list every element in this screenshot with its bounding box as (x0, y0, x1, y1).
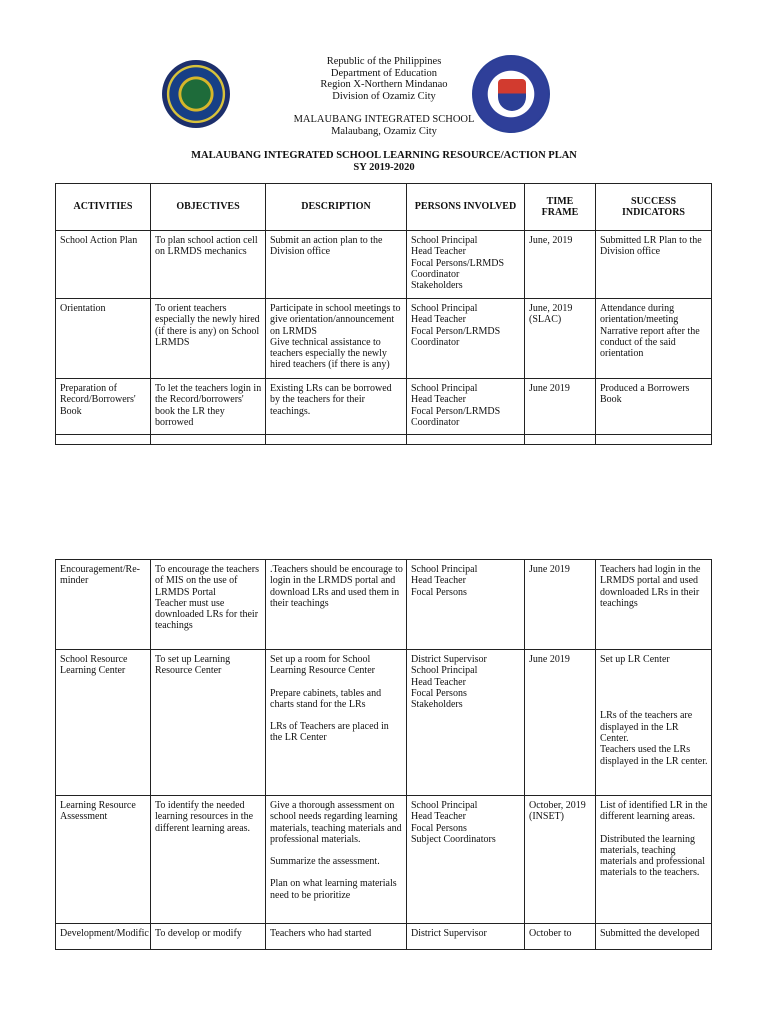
header-school: MALAUBANG INTEGRATED SCHOOL (293, 114, 475, 125)
activity-cell: School Action Plan (56, 231, 151, 299)
time-frame-cell: June 2019 (525, 379, 596, 435)
description-cell: Submit an action plan to the Division office (266, 231, 407, 299)
description-cell: Give a thorough assessment on school needs regarding learning materials, teaching materials and professional materials. Summarize the assessment. Plan on what learning materials need to be prioritize (266, 796, 407, 924)
document-header (0, 56, 768, 173)
table-row (56, 796, 712, 924)
table-header-row (56, 184, 712, 231)
success-cell: Produced a Borrowers Book (596, 379, 712, 435)
description-cell: Teachers who had started (266, 924, 407, 950)
activity-cell: Learning Resource Assessment (56, 796, 151, 924)
objective-cell: To encourage the teachers of MIS on the use of LRMDS Portal Teacher must use downloaded LRs for their teachings (151, 560, 266, 650)
objective-cell: To identify the needed learning resources in the different learning areas. (151, 796, 266, 924)
time-frame-cell: June, 2019 (525, 231, 596, 299)
empty-table-row (56, 435, 712, 445)
column-header: ACTIVITIES (56, 184, 151, 231)
activity-cell: Preparation of Record/Borrowers' Book (56, 379, 151, 435)
success-cell: Set up LR Center LRs of the teachers are displayed in the LR Center. Teachers used the LRs displayed in the LR center. (596, 650, 712, 796)
time-frame-cell: June, 2019 (SLAC) (525, 299, 596, 379)
activity-cell: Encouragement/Re-minder (56, 560, 151, 650)
document-title-line1: MALAUBANG INTEGRATED SCHOOL LEARNING RESOURCE/ACTION PLAN (191, 150, 577, 161)
description-cell: .Teachers should be encourage to login in the LRMDS portal and download LRs and used them in their teachings (266, 560, 407, 650)
success-cell: List of identified LR in the different learning areas. Distributed the learning materials, teaching materials and professional materials to the teachers. (596, 796, 712, 924)
table-row (56, 299, 712, 379)
column-header: SUCCESS INDICATORS (596, 184, 712, 231)
header-republic: Republic of the Philippines (326, 56, 442, 67)
document-title (0, 150, 768, 173)
column-header: DESCRIPTION (266, 184, 407, 231)
persons-cell: School Principal Head Teacher Focal Person/LRMDS Coordinator (407, 379, 525, 435)
table-row (56, 650, 712, 796)
table-row (56, 231, 712, 299)
persons-cell: School Principal Head Teacher Focal Person/LRMDS Coordinator (407, 299, 525, 379)
header-region: Region X-Northern Mindanao (320, 79, 448, 90)
time-frame-cell: October, 2019 (INSET) (525, 796, 596, 924)
document-title-line2: SY 2019-2020 (353, 161, 415, 173)
table-row (56, 924, 712, 950)
description-cell: Set up a room for School Learning Resource Center Prepare cabinets, tables and charts stand for the LRs LRs of Teachers are placed in the LR Center (266, 650, 407, 796)
persons-cell: School Principal Head Teacher Focal Persons (407, 560, 525, 650)
header-address: Malaubang, Ozamiz City (331, 125, 437, 137)
column-header: TIME FRAME (525, 184, 596, 231)
success-cell: Submitted the developed (596, 924, 712, 950)
persons-cell: School Principal Head Teacher Focal Persons/LRMDS Coordinator Stakeholders (407, 231, 525, 299)
table-row (56, 379, 712, 435)
persons-cell: District Supervisor (407, 924, 525, 950)
description-cell: Existing LRs can be borrowed by the teachers for their teachings. (266, 379, 407, 435)
header-department: Department of Education (330, 67, 438, 79)
activity-cell: School Resource Learning Center (56, 650, 151, 796)
column-header: OBJECTIVES (151, 184, 266, 231)
objective-cell: To orient teachers especially the newly hired (if there is any) on School LRMDS (151, 299, 266, 379)
success-cell: Attendance during orientation/meeting Narrative report after the conduct of the said orientation (596, 299, 712, 379)
objective-cell: To develop or modify (151, 924, 266, 950)
persons-cell: School Principal Head Teacher Focal Persons Subject Coordinators (407, 796, 525, 924)
time-frame-cell: June 2019 (525, 560, 596, 650)
objective-cell: To set up Learning Resource Center (151, 650, 266, 796)
table-row (56, 560, 712, 650)
column-header: PERSONS INVOLVED (407, 184, 525, 231)
time-frame-cell: October to (525, 924, 596, 950)
description-cell: Participate in school meetings to give orientation/announcement on LRMDS Give technical assistance to teachers especially the newly hired teachers (if there is any) (266, 299, 407, 379)
objective-cell: To let the teachers login in the Record/borrowers' book the LR they borrowed (151, 379, 266, 435)
objective-cell: To plan school action cell on LRMDS mechanics (151, 231, 266, 299)
activity-cell: Development/Modific (56, 924, 151, 950)
success-cell: Submitted LR Plan to the Division office (596, 231, 712, 299)
persons-cell: District Supervisor School Principal Head Teacher Focal Persons Stakeholders (407, 650, 525, 796)
header-division: Division of Ozamiz City (332, 90, 436, 102)
action-plan-table-part1 (55, 183, 712, 445)
activity-cell: Orientation (56, 299, 151, 379)
success-cell: Teachers had login in the LRMDS portal and used downloaded LRs in their teachings (596, 560, 712, 650)
action-plan-table-part2 (55, 559, 712, 950)
time-frame-cell: June 2019 (525, 650, 596, 796)
